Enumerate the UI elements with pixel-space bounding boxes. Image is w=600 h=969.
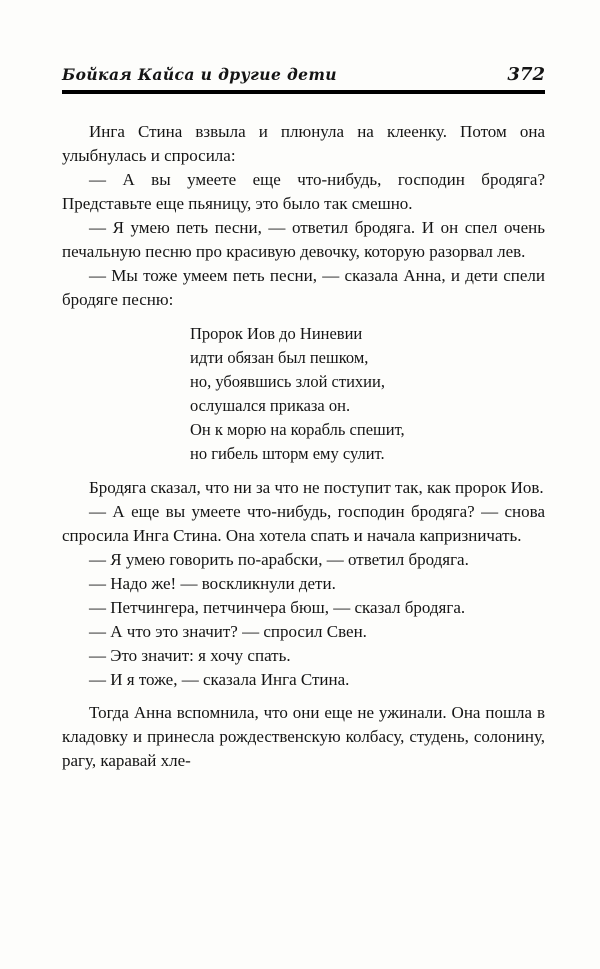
- paragraph: — Это значит: я хочу спать.: [89, 645, 291, 665]
- paragraph: — А еще вы умеете что-нибудь, господин бродяга? — снова спросила Инга Стина. Она хотела спать и начала капризничать.: [62, 501, 545, 545]
- paragraph: — Надо же! — воскликнули дети.: [89, 573, 336, 593]
- paragraph: — А вы умеете еще что-нибудь, господин бродяга? Представьте еще пьяницу, это было так смешно.: [62, 169, 545, 213]
- verse-line: идти обязан был пешком,: [190, 347, 369, 367]
- paragraph: — Мы тоже умеем петь песни, — сказала Анна, и дети спели бродяге песню:: [62, 265, 545, 309]
- verse-line: Он к морю на корабль спешит,: [190, 419, 405, 439]
- running-title: Бойкая Кайса и другие дети: [62, 65, 337, 84]
- verse-block: [190, 322, 545, 466]
- paragraph: Бродяга сказал, что ни за что не поступит так, как пророк Иов.: [89, 477, 544, 497]
- paragraph: — Я умею говорить по-арабски, — ответил бродяга.: [89, 549, 469, 569]
- verse-line: но, убоявшись злой стихии,: [190, 371, 385, 391]
- header-rule: [62, 90, 545, 94]
- paragraph: — И я тоже, — сказала Инга Стина.: [89, 669, 350, 689]
- verse-line: ослушался приказа он.: [190, 395, 351, 415]
- page-body: [62, 120, 545, 773]
- paragraph: — А что это значит? — спросил Свен.: [89, 621, 367, 641]
- paragraph: Тогда Анна вспомнила, что они еще не ужинали. Она пошла в кладовку и принесла рождественскую колбасу, студень, солонину, рагу, каравай хле-: [62, 702, 545, 770]
- paragraph: Инга Стина взвыла и плюнула на клеенку. Потом она улыбнулась и спросила:: [62, 121, 545, 165]
- verse-line: Пророк Иов до Ниневии: [190, 323, 363, 343]
- verse-line: но гибель шторм ему сулит.: [190, 443, 385, 463]
- page-header: [62, 64, 545, 85]
- page-number: 372: [507, 64, 545, 85]
- paragraph: — Петчингера, петчинчера бюш, — сказал бродяга.: [89, 597, 466, 617]
- paragraph: — Я умею петь песни, — ответил бродяга. И он спел очень печальную песню про красивую девочку, которую разорвал лев.: [62, 217, 545, 261]
